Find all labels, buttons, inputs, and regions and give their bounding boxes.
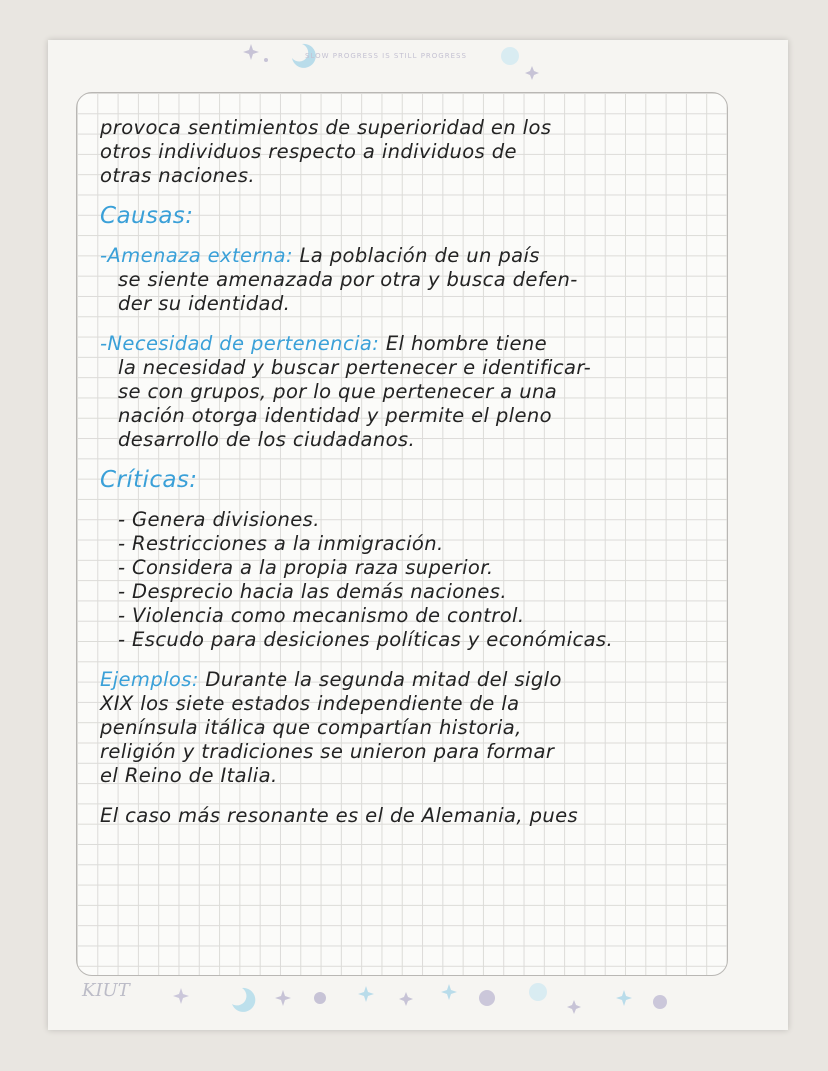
header-decoration: [0, 0, 828, 100]
causa-lead-1: -Amenaza externa:: [100, 244, 293, 267]
sun-icon: [314, 992, 326, 1004]
sparkle-icon: [243, 44, 259, 60]
causa-text-2: El hombre tiene: [385, 332, 548, 355]
sparkle-icon: [441, 984, 457, 1000]
causa-text-1: La población de un país: [299, 244, 540, 267]
ejemplos-line-5: el Reino de Italia.: [100, 764, 278, 787]
brand-logo: KIUT: [82, 980, 130, 1001]
causa-2-line-2: la necesidad y buscar pertenecer e identificar-: [118, 356, 592, 379]
critica-item-4: - Desprecio hacia las demás naciones.: [118, 580, 507, 603]
critica-item-3: - Considera a la propia raza superior.: [118, 556, 494, 579]
star-icon: [525, 66, 539, 80]
ejemplos-line-3: península itálica que compartían historia,: [100, 716, 522, 739]
dot-icon: [264, 58, 268, 62]
causa-2-line-5: desarrollo de los ciudadanos.: [118, 428, 416, 451]
causa-item-1: [100, 244, 720, 268]
ejemplos-heading: Ejemplos:: [100, 668, 199, 691]
handwritten-notes: [100, 116, 720, 828]
ejemplos-text-1: Durante la segunda mitad del siglo: [205, 668, 562, 691]
criticas-heading: Críticas:: [100, 467, 198, 493]
banner-text: SLOW PROGRESS IS STILL PROGRESS: [305, 52, 467, 60]
ejemplos-line-4: religión y tradiciones se unieron para formar: [100, 740, 555, 763]
sparkle-icon: [358, 986, 374, 1002]
moon-icon: [232, 988, 255, 1012]
causa-item-2: [100, 332, 720, 356]
intro-line-1: provoca sentimientos de superioridad en los: [100, 116, 552, 139]
critica-item-2: - Restricciones a la inmigración.: [118, 532, 444, 555]
ejemplos-line-2: XIX los siete estados independiente de la: [100, 692, 520, 715]
causa-lead-2: -Necesidad de pertenencia:: [100, 332, 380, 355]
sun-icon: [479, 990, 495, 1006]
critica-item-5: - Violencia como mecanismo de control.: [118, 604, 525, 627]
sun-icon: [653, 995, 667, 1009]
ejemplos-line-1: [100, 668, 720, 692]
causa-1-line-3: der su identidad.: [118, 292, 291, 315]
star-icon: [567, 1000, 581, 1014]
causa-2-line-4: nación otorga identidad y permite el pleno: [118, 404, 552, 427]
intro-line-3: otras naciones.: [100, 164, 255, 187]
star-icon: [399, 992, 413, 1006]
critica-item-6: - Escudo para desiciones políticas y económicas.: [118, 628, 614, 651]
sun-icon: [529, 983, 547, 1001]
causa-1-line-2: se siente amenazada por otra y busca defen-: [118, 268, 578, 291]
footer-decoration: [0, 960, 828, 1030]
causas-heading: Causas:: [100, 203, 194, 229]
intro-line-2: otros individuos respecto a individuos de: [100, 140, 517, 163]
closing-line: El caso más resonante es el de Alemania, pues: [100, 804, 579, 827]
sparkle-icon: [275, 990, 291, 1006]
sparkle-icon: [616, 990, 632, 1006]
sparkle-icon: [173, 988, 189, 1004]
critica-item-1: - Genera divisiones.: [118, 508, 320, 531]
sun-icon: [501, 47, 519, 65]
causa-2-line-3: se con grupos, por lo que pertenecer a una: [118, 380, 558, 403]
